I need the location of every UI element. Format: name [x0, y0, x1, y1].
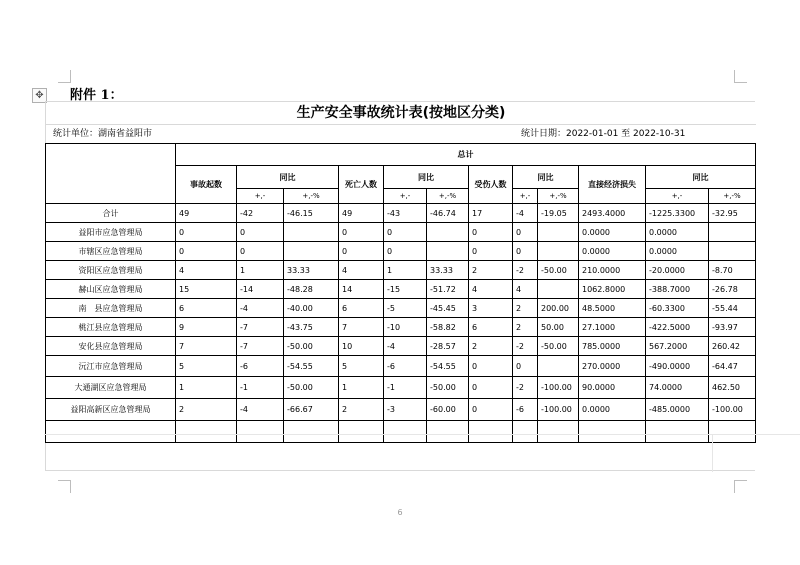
value-cell-in: 6: [469, 318, 513, 337]
value-cell-ev-d: 0: [237, 223, 284, 242]
statistics-dates: 统计日期：2022-01-01 至 2022-10-31: [521, 129, 686, 139]
header-blank-cell: [46, 144, 176, 204]
header-sub-num: +,-: [513, 189, 538, 204]
table-row: [46, 356, 756, 377]
value-cell-lo-d: 74.0000: [646, 377, 709, 399]
value-cell-in: 2: [469, 261, 513, 280]
value-cell-de: 0: [339, 223, 384, 242]
value-cell-de-p: -46.74: [427, 204, 469, 223]
value-cell-ev: 6: [176, 299, 237, 318]
value-cell-lo-d: -485.0000: [646, 399, 709, 421]
value-cell-de-d: -43: [384, 204, 427, 223]
header-loss-yoy: 同比: [646, 166, 756, 189]
value-cell-in-p: [538, 280, 579, 299]
value-cell-ev-p: -66.67: [284, 399, 339, 421]
header-injured-yoy: 同比: [513, 166, 579, 189]
value-cell-lo: 270.0000: [579, 356, 646, 377]
region-name-cell: 合计: [46, 204, 176, 223]
value-cell-ev-d: -7: [237, 318, 284, 337]
value-cell-in-p: -50.00: [538, 337, 579, 356]
header-row-total: [46, 144, 756, 166]
value-cell-de-p: 33.33: [427, 261, 469, 280]
statistics-table: [45, 143, 756, 443]
value-cell-ev: 0: [176, 223, 237, 242]
value-cell-ev: 9: [176, 318, 237, 337]
header-sub-pct: +,-%: [284, 189, 339, 204]
value-cell-in-p: -100.00: [538, 377, 579, 399]
value-cell-lo-p: -64.47: [709, 356, 756, 377]
value-cell-ev-d: -4: [237, 299, 284, 318]
table-continuation-area: [44, 434, 800, 473]
value-cell-ev-d: 0: [237, 242, 284, 261]
table-row: [46, 377, 756, 399]
header-events: 事故起数: [176, 166, 237, 204]
value-cell-de: 4: [339, 261, 384, 280]
value-cell-in-d: 0: [513, 223, 538, 242]
value-cell-in: 17: [469, 204, 513, 223]
value-cell-in: 0: [469, 223, 513, 242]
value-cell-lo-d: -20.0000: [646, 261, 709, 280]
value-cell-ev-p: -54.55: [284, 356, 339, 377]
value-cell-in-p: [538, 242, 579, 261]
value-cell-de-d: 1: [384, 261, 427, 280]
value-cell-lo-p: 462.50: [709, 377, 756, 399]
value-cell-de-p: -45.45: [427, 299, 469, 318]
crop-mark-top-right: [734, 70, 747, 83]
value-cell-ev: 4: [176, 261, 237, 280]
value-cell-ev-d: 1: [237, 261, 284, 280]
value-cell-lo-d: -60.3300: [646, 299, 709, 318]
value-cell-ev-d: -4: [237, 399, 284, 421]
value-cell-lo: 90.0000: [579, 377, 646, 399]
value-cell-de-p: -50.00: [427, 377, 469, 399]
value-cell-in-d: 4: [513, 280, 538, 299]
value-cell-lo-p: -55.44: [709, 299, 756, 318]
value-cell-de-d: -15: [384, 280, 427, 299]
region-name-cell: 南 县应急管理局: [46, 299, 176, 318]
value-cell-in-d: 0: [513, 356, 538, 377]
region-name-cell: 赫山区应急管理局: [46, 280, 176, 299]
value-cell-lo-d: -388.7000: [646, 280, 709, 299]
value-cell-lo-p: 260.42: [709, 337, 756, 356]
value-cell-ev-d: -6: [237, 356, 284, 377]
value-cell-ev-d: -1: [237, 377, 284, 399]
value-cell-lo: 210.0000: [579, 261, 646, 280]
table-continuation-divider: [712, 434, 713, 472]
value-cell-in-p: [538, 223, 579, 242]
value-cell-lo-p: -32.95: [709, 204, 756, 223]
value-cell-de-p: [427, 223, 469, 242]
value-cell-ev: 0: [176, 242, 237, 261]
value-cell-lo-p: [709, 223, 756, 242]
header-sub-num: +,-: [384, 189, 427, 204]
value-cell-ev-p: -50.00: [284, 377, 339, 399]
value-cell-ev-p: 33.33: [284, 261, 339, 280]
value-cell-ev-p: -46.15: [284, 204, 339, 223]
table-row: [46, 318, 756, 337]
header-sub-num: +,-: [646, 189, 709, 204]
value-cell-in-p: -19.05: [538, 204, 579, 223]
value-cell-de-p: -28.57: [427, 337, 469, 356]
region-name-cell: 市辖区应急管理局: [46, 242, 176, 261]
value-cell-de-d: -6: [384, 356, 427, 377]
value-cell-in-d: -2: [513, 377, 538, 399]
value-cell-ev-d: -7: [237, 337, 284, 356]
table-row: [46, 337, 756, 356]
table-row: [46, 204, 756, 223]
crop-mark-bottom-left: [58, 480, 71, 493]
value-cell-ev-p: [284, 223, 339, 242]
value-cell-lo-d: 0.0000: [646, 242, 709, 261]
value-cell-de: 6: [339, 299, 384, 318]
table-row: [46, 242, 756, 261]
value-cell-de: 1: [339, 377, 384, 399]
value-cell-in-d: 0: [513, 242, 538, 261]
value-cell-de-p: -51.72: [427, 280, 469, 299]
value-cell-in: 2: [469, 337, 513, 356]
statistics-unit: 统计单位：湖南省益阳市: [53, 129, 153, 139]
value-cell-in-d: 2: [513, 318, 538, 337]
header-total: 总计: [176, 144, 756, 166]
value-cell-lo-p: -26.78: [709, 280, 756, 299]
value-cell-in-d: -2: [513, 337, 538, 356]
value-cell-in-d: -6: [513, 399, 538, 421]
table-row: [46, 399, 756, 421]
value-cell-lo-d: 567.2000: [646, 337, 709, 356]
header-sub-pct: +,-%: [538, 189, 579, 204]
value-cell-de: 14: [339, 280, 384, 299]
value-cell-de: 49: [339, 204, 384, 223]
value-cell-ev-p: -50.00: [284, 337, 339, 356]
table-row: [46, 223, 756, 242]
header-deaths-yoy: 同比: [384, 166, 469, 189]
region-name-cell: 资阳区应急管理局: [46, 261, 176, 280]
value-cell-lo-p: [709, 242, 756, 261]
value-cell-lo-d: -490.0000: [646, 356, 709, 377]
value-cell-de-p: [427, 242, 469, 261]
value-cell-lo: 27.1000: [579, 318, 646, 337]
value-cell-lo-p: -8.70: [709, 261, 756, 280]
value-cell-in-d: -2: [513, 261, 538, 280]
value-cell-in: 0: [469, 356, 513, 377]
value-cell-de-p: -54.55: [427, 356, 469, 377]
value-cell-ev: 15: [176, 280, 237, 299]
value-cell-lo-p: -100.00: [709, 399, 756, 421]
value-cell-lo: 0.0000: [579, 399, 646, 421]
header-sub-pct: +,-%: [709, 189, 756, 204]
table-row: [46, 299, 756, 318]
crop-mark-top-left: [58, 70, 71, 83]
value-cell-lo-p: -93.97: [709, 318, 756, 337]
value-cell-lo: 48.5000: [579, 299, 646, 318]
region-name-cell: 沅江市应急管理局: [46, 356, 176, 377]
value-cell-ev: 2: [176, 399, 237, 421]
value-cell-de: 0: [339, 242, 384, 261]
value-cell-in-p: 50.00: [538, 318, 579, 337]
value-cell-de: 5: [339, 356, 384, 377]
value-cell-in-p: -50.00: [538, 261, 579, 280]
value-cell-de: 2: [339, 399, 384, 421]
value-cell-in-p: 200.00: [538, 299, 579, 318]
value-cell-lo: 1062.8000: [579, 280, 646, 299]
region-name-cell: 大通湖区应急管理局: [46, 377, 176, 399]
value-cell-ev: 5: [176, 356, 237, 377]
value-cell-in: 0: [469, 399, 513, 421]
value-cell-de: 7: [339, 318, 384, 337]
header-sub-num: +,-: [237, 189, 284, 204]
value-cell-in-p: [538, 356, 579, 377]
value-cell-lo: 785.0000: [579, 337, 646, 356]
value-cell-in: 0: [469, 242, 513, 261]
value-cell-de-p: -60.00: [427, 399, 469, 421]
value-cell-de-d: -10: [384, 318, 427, 337]
table-row: [46, 280, 756, 299]
crop-mark-bottom-right: [734, 480, 747, 493]
value-cell-lo: 2493.4000: [579, 204, 646, 223]
value-cell-lo-d: -1225.3300: [646, 204, 709, 223]
region-name-cell: 益阳市应急管理局: [46, 223, 176, 242]
value-cell-ev: 7: [176, 337, 237, 356]
value-cell-in: 0: [469, 377, 513, 399]
value-cell-in: 4: [469, 280, 513, 299]
value-cell-de-d: -5: [384, 299, 427, 318]
region-name-cell: 益阳高新区应急管理局: [46, 399, 176, 421]
value-cell-in: 3: [469, 299, 513, 318]
value-cell-in-d: 2: [513, 299, 538, 318]
header-events-yoy: 同比: [237, 166, 339, 189]
value-cell-lo-d: -422.5000: [646, 318, 709, 337]
report-title: 生产安全事故统计表(按地区分类): [46, 102, 756, 125]
header-deaths: 死亡人数: [339, 166, 384, 204]
page-number: 6: [397, 508, 403, 517]
value-cell-ev-p: -43.75: [284, 318, 339, 337]
value-cell-ev-p: -48.28: [284, 280, 339, 299]
value-cell-de-p: -58.82: [427, 318, 469, 337]
value-cell-de: 10: [339, 337, 384, 356]
region-name-cell: 安化县应急管理局: [46, 337, 176, 356]
value-cell-ev-d: -42: [237, 204, 284, 223]
value-cell-ev-p: -40.00: [284, 299, 339, 318]
header-sub-pct: +,-%: [427, 189, 469, 204]
value-cell-ev: 49: [176, 204, 237, 223]
header-loss: 直接经济损失: [579, 166, 646, 204]
value-cell-de-d: -1: [384, 377, 427, 399]
value-cell-ev-p: [284, 242, 339, 261]
value-cell-lo: 0.0000: [579, 223, 646, 242]
value-cell-lo-d: 0.0000: [646, 223, 709, 242]
value-cell-in-d: -4: [513, 204, 538, 223]
value-cell-ev: 1: [176, 377, 237, 399]
value-cell-lo: 0.0000: [579, 242, 646, 261]
value-cell-de-d: 0: [384, 223, 427, 242]
value-cell-in-p: -100.00: [538, 399, 579, 421]
value-cell-de-d: -4: [384, 337, 427, 356]
annex-label: 附件 1：: [70, 88, 123, 103]
table-move-handle-icon[interactable]: ✥: [32, 88, 47, 103]
table-row: [46, 261, 756, 280]
value-cell-de-d: 0: [384, 242, 427, 261]
value-cell-ev-d: -14: [237, 280, 284, 299]
region-name-cell: 桃江县应急管理局: [46, 318, 176, 337]
value-cell-de-d: -3: [384, 399, 427, 421]
header-injured: 受伤人数: [469, 166, 513, 204]
